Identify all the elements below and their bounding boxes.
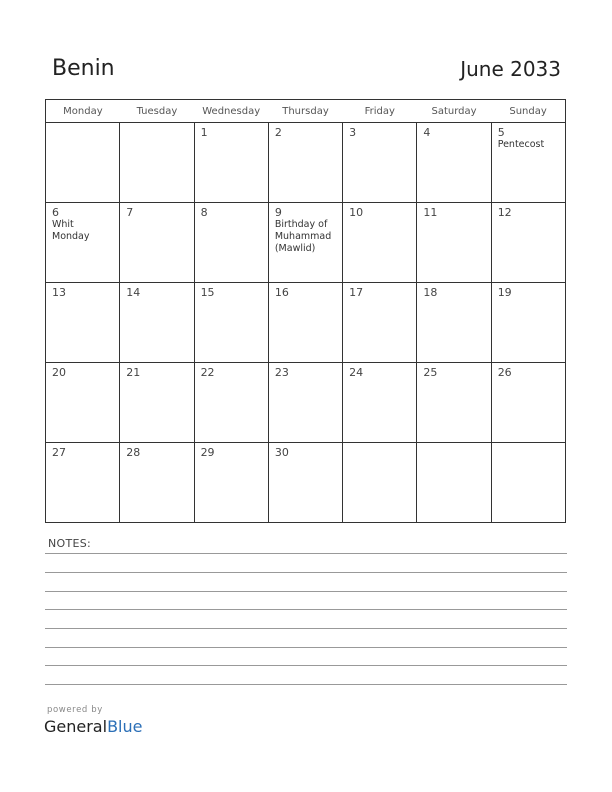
holiday-label: Whit Monday xyxy=(52,219,90,242)
day-cell xyxy=(491,123,565,203)
day-number: 18 xyxy=(423,286,438,299)
day-number: 4 xyxy=(423,126,431,139)
week-row xyxy=(46,123,566,203)
day-cell xyxy=(343,203,417,283)
note-line xyxy=(45,647,567,648)
day-cell xyxy=(120,283,194,363)
day-number: 9 xyxy=(274,206,282,219)
day-number: 19 xyxy=(497,286,512,299)
day-number: 10 xyxy=(349,206,364,219)
week-row xyxy=(46,203,566,283)
day-number: 21 xyxy=(126,366,141,379)
day-cell xyxy=(120,363,194,443)
day-cell xyxy=(46,443,120,523)
day-cell xyxy=(46,123,120,203)
day-cell xyxy=(120,443,194,523)
day-cell xyxy=(491,363,565,443)
note-line xyxy=(45,591,567,592)
day-number: 5 xyxy=(497,126,505,139)
day-number: 17 xyxy=(349,286,364,299)
day-cell xyxy=(343,283,417,363)
day-cell xyxy=(491,443,565,523)
day-cell xyxy=(343,363,417,443)
day-number: 20 xyxy=(52,366,66,379)
holiday-label: Pentecost xyxy=(497,139,545,150)
day-cell xyxy=(46,283,120,363)
day-number: 12 xyxy=(497,206,512,219)
day-cell xyxy=(46,203,120,283)
day-cell xyxy=(343,443,417,523)
day-cell xyxy=(268,203,342,283)
day-cell xyxy=(194,123,268,203)
day-number: 27 xyxy=(52,446,66,459)
day-number: 7 xyxy=(126,206,134,219)
weekday-wednesday: Wednesday xyxy=(194,100,268,123)
day-number: 8 xyxy=(200,206,208,219)
day-number: 2 xyxy=(274,126,282,139)
day-number: 26 xyxy=(497,366,512,379)
day-number: 30 xyxy=(274,446,289,459)
day-cell xyxy=(343,123,417,203)
day-number: 3 xyxy=(349,126,357,139)
day-cell xyxy=(194,363,268,443)
weekday-header-row xyxy=(46,100,566,123)
note-line xyxy=(45,628,567,629)
powered-by-text: powered by xyxy=(47,705,103,715)
day-number: 23 xyxy=(274,366,289,379)
note-line xyxy=(45,572,567,573)
week-row xyxy=(46,443,566,523)
day-number: 28 xyxy=(126,446,141,459)
week-row xyxy=(46,363,566,443)
day-number: 6 xyxy=(52,206,59,219)
day-number: 1 xyxy=(200,126,208,139)
day-number: 16 xyxy=(274,286,289,299)
note-line xyxy=(45,665,567,666)
day-cell xyxy=(417,203,491,283)
day-cell xyxy=(491,283,565,363)
day-cell xyxy=(194,203,268,283)
day-number: 24 xyxy=(349,366,364,379)
day-cell xyxy=(120,203,194,283)
day-cell xyxy=(417,363,491,443)
note-line xyxy=(45,684,567,685)
day-cell xyxy=(194,443,268,523)
holiday-label: Birthday of Muhammad (Mawlid) xyxy=(274,219,332,254)
day-cell xyxy=(268,283,342,363)
day-cell xyxy=(417,123,491,203)
brand-blue: Blue xyxy=(107,717,143,736)
day-cell xyxy=(491,203,565,283)
notes-label: NOTES: xyxy=(48,537,92,550)
week-row xyxy=(46,283,566,363)
day-cell xyxy=(268,443,342,523)
month-year-title: June 2033 xyxy=(460,57,561,81)
weekday-thursday: Thursday xyxy=(268,100,342,123)
day-cell xyxy=(268,123,342,203)
day-number: 13 xyxy=(52,286,66,299)
weekday-friday: Friday xyxy=(343,100,417,123)
brand-logo[interactable] xyxy=(44,717,142,736)
country-title: Benin xyxy=(52,56,115,81)
day-cell xyxy=(194,283,268,363)
day-number: 11 xyxy=(423,206,438,219)
day-cell xyxy=(417,443,491,523)
day-number: 22 xyxy=(200,366,215,379)
day-cell xyxy=(46,363,120,443)
calendar-grid xyxy=(45,99,566,523)
note-line xyxy=(45,609,567,610)
weekday-monday: Monday xyxy=(46,100,120,123)
weekday-sunday: Sunday xyxy=(491,100,565,123)
day-cell xyxy=(268,363,342,443)
day-number: 15 xyxy=(200,286,215,299)
weekday-saturday: Saturday xyxy=(417,100,491,123)
day-number: 14 xyxy=(126,286,141,299)
weekday-tuesday: Tuesday xyxy=(120,100,194,123)
note-line xyxy=(45,553,567,554)
day-number: 25 xyxy=(423,366,438,379)
brand-general: General xyxy=(44,717,108,736)
day-cell xyxy=(417,283,491,363)
day-cell xyxy=(120,123,194,203)
day-number: 29 xyxy=(200,446,215,459)
